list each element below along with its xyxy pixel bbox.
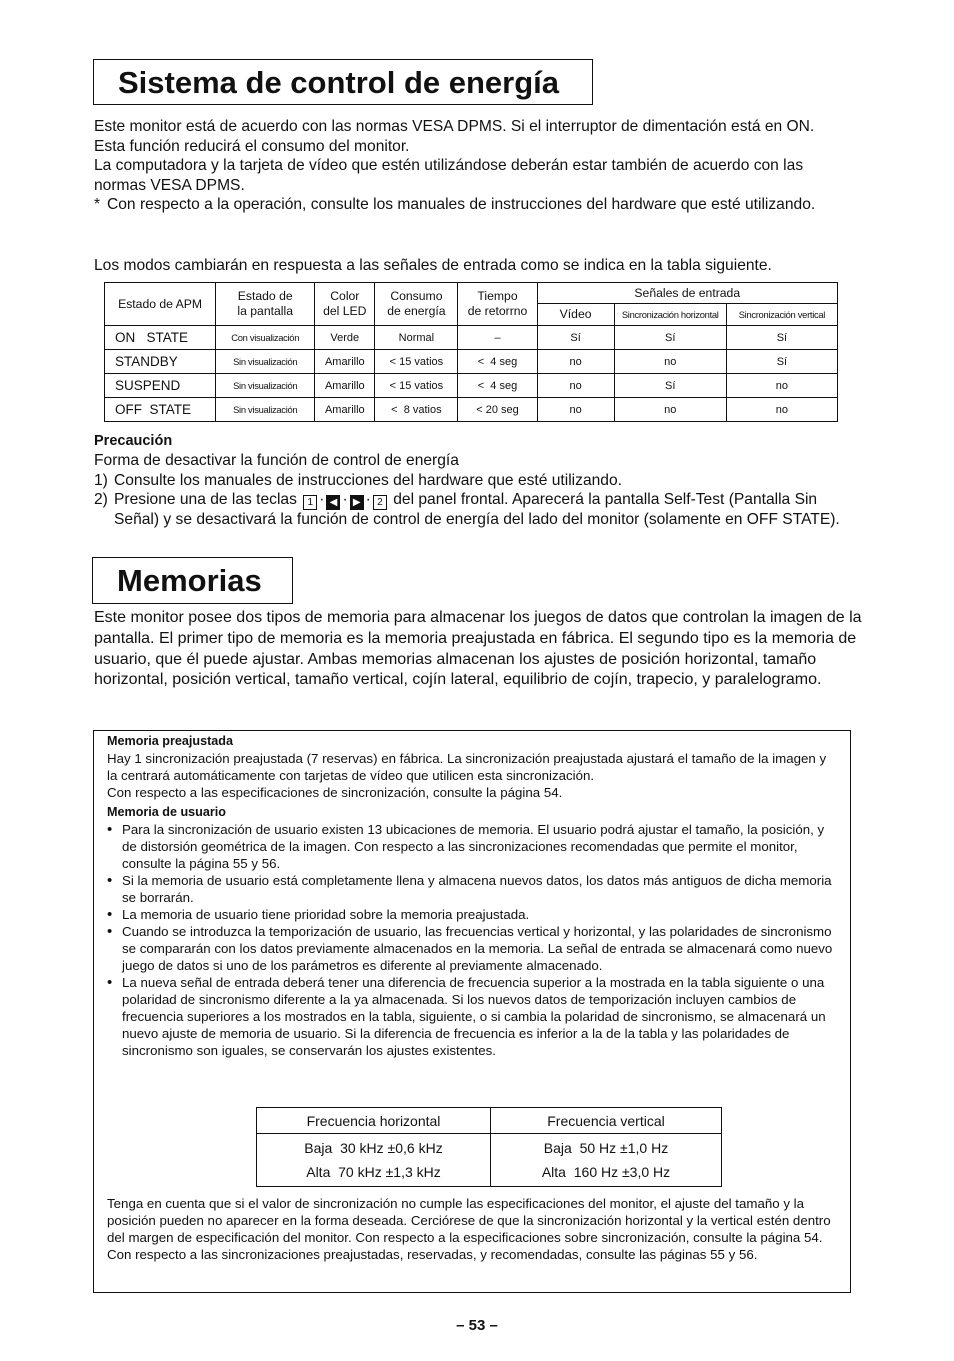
table-row xyxy=(105,350,838,374)
cell-video: no xyxy=(537,350,614,374)
cell-state: ON STATE xyxy=(105,326,216,350)
cell-hsync: Sí xyxy=(614,374,726,398)
precaution-line: Forma de desactivar la función de control de energía xyxy=(94,452,459,469)
step-text: Consulte los manuales de instrucciones del hardware que esté utilizando. xyxy=(114,471,622,489)
header-led-color: Color del LED xyxy=(315,283,375,326)
table-row xyxy=(105,326,838,350)
note-asterisk: * xyxy=(94,196,101,214)
section-title-energy: Sistema de control de energía xyxy=(93,59,593,105)
header-apm-state: Estado de APM xyxy=(105,283,216,326)
cell-state: SUSPEND xyxy=(105,374,216,398)
header-v-sync: Sincronización vertical xyxy=(726,304,837,326)
key-left-icon: ◀ xyxy=(326,495,340,510)
bullet-icon: • xyxy=(107,872,113,889)
precaution-step-1 xyxy=(94,471,854,491)
list-item: • La nueva señal de entrada deberá tener una diferencia de frecuencia superior a la mostrada en la tabla siguiente o una polaridad de sincronismo diferente a la ya almacenada. Si los nuevos datos de temporización incluyen cambios de frecuencia superiores a los mostrados en la tabla, siguiente, o si cambia la polaridad de sincronismo, se almacenará un nuevo ajuste de memoria de usuario. Si la diferencia de frecuencia es inferior a la de la tabla y las polaridades de sincronismo son iguales, se conservarán los ajustes existentes. xyxy=(107,974,826,1058)
bullet-icon: • xyxy=(107,821,113,838)
section-title-memories: Memorias xyxy=(92,557,293,604)
cell-led: Amarillo xyxy=(315,398,375,422)
preset-ref: Con respecto a las especificaciones de sincronización, consulte la página 54. xyxy=(107,785,563,800)
cell-led: Amarillo xyxy=(315,374,375,398)
user-memory xyxy=(107,804,842,1059)
cell-h-frequency: Baja 30 kHz ±0,6 kHz Alta 70 kHz ±1,3 kHz xyxy=(257,1134,491,1187)
cell-screen: Sin visualización xyxy=(216,398,315,422)
memory-info-box xyxy=(93,730,851,1293)
cell-vsync: no xyxy=(726,398,837,422)
precaution-block xyxy=(94,432,854,530)
header-return-time: Tiempo de retorrno xyxy=(458,283,537,326)
key-1-icon: 1 xyxy=(303,495,317,510)
cell-vsync: Sí xyxy=(726,350,837,374)
precaution-step-2 xyxy=(94,490,854,530)
cell-led: Amarillo xyxy=(315,350,375,374)
preset-memory xyxy=(107,733,837,801)
cell-time: < 4 seg xyxy=(458,374,537,398)
cell-vsync: no xyxy=(726,374,837,398)
header-h-sync: Sincronización horizontal xyxy=(614,304,726,326)
cell-video: Sí xyxy=(537,326,614,350)
precaution-heading: Precaución xyxy=(94,433,173,449)
list-item: • Cuando se introduzca la temporización de usuario, las frecuencias vertical y horizontal, y las polaridades de sincronismo se compararán con los datos previamente almacenados en la memoria. La señal de entrada se almacenará como nuevo juego de datos si uno de los parámetros es diferente al previamente almacenado. xyxy=(107,923,833,973)
user-heading: Memoria de usuario xyxy=(107,805,226,819)
cell-v-frequency: Baja 50 Hz ±1,0 Hz Alta 160 Hz ±3,0 Hz xyxy=(491,1134,722,1187)
bullet-icon: • xyxy=(107,906,113,923)
step-number: 2) xyxy=(94,491,108,509)
preset-text: Hay 1 sincronización preajustada (7 reservas) en fábrica. La sincronización preajustada ajustará el tamaño de la imagen y la centrará automáticamente con tarjetas de vídeo que utilicen esta sincronización. xyxy=(107,751,827,783)
page-number: – 53 – xyxy=(456,1317,498,1334)
list-item: • Para la sincronización de usuario existen 13 ubicaciones de memoria. El usuario podrá ajustar el tamaño, la posición, y de distorsión geométrica de la imagen. Con respecto a las sincronizaciones recomendadas que permite el monitor, consulte la página 55 y 56. xyxy=(107,821,825,871)
header-v-frequency: Frecuencia vertical xyxy=(491,1108,722,1134)
sync-note: Tenga en cuenta que si el valor de sincronización no cumple las especificaciones del monitor, el ajuste del tamaño y la posición pueden no aparecer en la forma deseada. Cerciórese de que la sincronización horizontal y la vertical estén dentro del margen de especificación del monitor. Con respecto a la especificaciones sobre sincronización, consulte la página 54. Con respecto a las sincronizaciones preajustadas, reservadas, y recomendadas, consulte las páginas 55 y 56. xyxy=(107,1196,831,1262)
table-row xyxy=(257,1134,722,1187)
frequency-table xyxy=(256,1107,722,1187)
cell-time: < 4 seg xyxy=(458,350,537,374)
header-h-frequency: Frecuencia horizontal xyxy=(257,1108,491,1134)
header-screen-state: Estado de la pantalla xyxy=(216,283,315,326)
cell-screen: Sin visualización xyxy=(216,374,315,398)
cell-hsync: no xyxy=(614,398,726,422)
list-item: • Si la memoria de usuario está completamente llena y almacena nuevos datos, los datos más antiguos de dicha memoria se borrarán. xyxy=(107,872,832,905)
cell-hsync: Sí xyxy=(614,326,726,350)
cell-power: < 8 vatios xyxy=(375,398,458,422)
cell-led: Verde xyxy=(315,326,375,350)
step-number: 1) xyxy=(94,471,108,489)
key-right-icon: ▶ xyxy=(350,495,364,510)
cell-video: no xyxy=(537,374,614,398)
step-text: Presione una de las teclas 1 · ◀ · ▶ · 2 del panel frontal. Aparecerá la pantalla Self-Test (Pantalla Sin Señal) y se desactivará la función de control de energía del lado del monitor (solamente en OFF STATE). xyxy=(114,491,840,529)
intro-line-3: La computadora y la tarjeta de vídeo que estén utilizándose deberán estar también de acuerdo con las normas VESA DPMS. xyxy=(94,157,804,194)
modes-text: Los modos cambiarán en respuesta a las señales de entrada como se indica en la tabla siguiente. xyxy=(94,257,772,274)
key-2-icon: 2 xyxy=(373,495,387,510)
header-input-signals: Señales de entrada xyxy=(537,283,837,304)
table-row xyxy=(105,398,838,422)
cell-state: OFF STATE xyxy=(105,398,216,422)
list-item: • La memoria de usuario tiene prioridad sobre la memoria preajustada. xyxy=(107,906,530,923)
intro-line-1: Este monitor está de acuerdo con las normas VESA DPMS. Si el interruptor de dimentación está en ON. xyxy=(94,118,815,135)
cell-video: no xyxy=(537,398,614,422)
cell-time: – xyxy=(458,326,537,350)
bullet-icon: • xyxy=(107,923,113,940)
energy-intro xyxy=(94,117,854,215)
cell-screen: Sin visualización xyxy=(216,350,315,374)
apm-table xyxy=(104,282,838,422)
header-video: Vídeo xyxy=(537,304,614,326)
cell-power: < 15 vatios xyxy=(375,374,458,398)
bullet-icon: • xyxy=(107,974,113,991)
header-consumption: Consumo de energía xyxy=(375,283,458,326)
intro-line-2: Esta función reducirá el consumo del monitor. xyxy=(94,137,410,155)
cell-vsync: Sí xyxy=(726,326,837,350)
cell-state: STANDBY xyxy=(105,350,216,374)
preset-heading: Memoria preajustada xyxy=(107,734,233,748)
cell-time: < 20 seg xyxy=(458,398,537,422)
cell-power: Normal xyxy=(375,326,458,350)
operation-note xyxy=(94,195,854,215)
memories-intro: Este monitor posee dos tipos de memoria para almacenar los juegos de datos que controlan la imagen de la pantalla. El primer tipo de memoria es la memoria preajustada en fábrica. El segundo tipo es la memoria de usuario, que él puede ajustar. Ambas memorias almacenan los ajustes de posición horizontal, tamaño horizontal, posición vertical, tamaño vertical, cojín lateral, equilibrio de cojín, trapecio, y paralelogramo. xyxy=(94,609,862,689)
cell-power: < 15 vatios xyxy=(375,350,458,374)
table-row xyxy=(105,374,838,398)
cell-screen: Con visualización xyxy=(216,326,315,350)
cell-hsync: no xyxy=(614,350,726,374)
note-text: Con respecto a la operación, consulte los manuales de instrucciones del hardware que esté utilizando. xyxy=(107,196,816,214)
